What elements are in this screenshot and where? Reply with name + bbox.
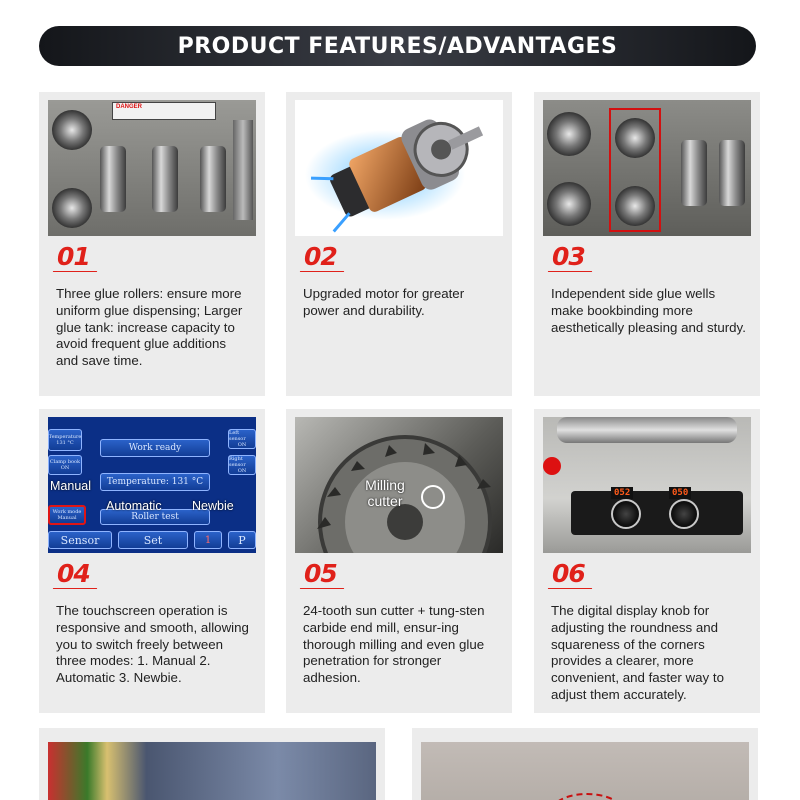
feature-card-6	[534, 409, 760, 713]
motor-photo	[295, 100, 503, 236]
feature-description: Independent side glue wells make bookbinding more aesthetically pleasing and sturdy.	[551, 286, 746, 335]
milling-cutter-label: Milling cutter	[365, 477, 405, 509]
mode-label-newbie: Newbie	[192, 499, 234, 513]
banner-title: PRODUCT FEATURES/ADVANTAGES	[177, 33, 618, 59]
feature-card-8	[412, 728, 758, 800]
mode-label-manual: Manual	[50, 479, 91, 493]
feature-card-1	[39, 92, 265, 396]
feature-number: 05	[304, 559, 337, 588]
mode-label-automatic: Automatic	[106, 499, 162, 513]
feature-description: The touchscreen operation is responsive and smooth, allowing you to switch freely between three modes: 1. Manual 2. Automatic 3. Newbie.	[56, 603, 249, 686]
set-button[interactable]: Set	[118, 531, 188, 549]
feature-card-3	[534, 92, 760, 396]
work-ready-button[interactable]: Work ready	[100, 439, 210, 457]
section-banner	[39, 26, 756, 66]
temperature-display: Temperature: 131 °C	[100, 473, 210, 491]
feature-number: 02	[304, 242, 337, 271]
left-digital-display: 052	[611, 487, 633, 499]
feature-number: 04	[57, 559, 90, 588]
right-adjust-knob[interactable]	[669, 499, 699, 529]
feature-number: 06	[552, 559, 585, 588]
feature-description: Three glue rollers: ensure more uniform glue dispensing; Larger glue tank: increase capacity to avoid frequent glue additions and save time.	[56, 286, 243, 369]
left-adjust-knob[interactable]	[611, 499, 641, 529]
book-cover-photo	[48, 742, 376, 800]
feature-description: The digital display knob for adjusting the roundness and squareness of the corners provides a clearer, more convenient, and faster way to adjust them accurately.	[551, 603, 724, 702]
roller-test-button[interactable]: Roller test	[100, 509, 210, 525]
right-digital-display: 050	[669, 487, 691, 499]
feature-card-5	[286, 409, 512, 713]
corner-detail-photo	[421, 742, 749, 800]
glue-rollers-photo	[48, 100, 256, 236]
feature-description: 24-tooth sun cutter + tung-sten carbide end mill, ensur-ing thorough milling and even glue penetration for stronger adhesion.	[303, 603, 485, 686]
sensor-button[interactable]: Sensor	[48, 531, 112, 549]
page-one-button[interactable]: 1	[194, 531, 222, 549]
side-glue-wells-photo	[543, 100, 751, 236]
feature-number: 03	[552, 242, 585, 271]
feature-card-2	[286, 92, 512, 396]
digital-display-photo	[543, 417, 751, 553]
feature-card-7	[39, 728, 385, 800]
highlight-box	[609, 108, 661, 232]
milling-cutter-photo	[295, 417, 503, 553]
feature-card-4	[39, 409, 265, 713]
danger-label: DANGER	[112, 102, 216, 120]
work-mode-button[interactable]: Work mode Manual	[48, 505, 86, 525]
feature-description: Upgraded motor for greater power and durability.	[303, 286, 465, 318]
page-p-button[interactable]: P	[228, 531, 256, 549]
feature-number: 01	[57, 242, 90, 271]
touchscreen-photo: Temperature 131 °C Clamp book ON Work mode Manual Work ready Temperature: 131 °C Roller test Left sensor ON Right sensor ON Sensor Set 1 P Manual Automatic Newbie	[48, 417, 256, 553]
